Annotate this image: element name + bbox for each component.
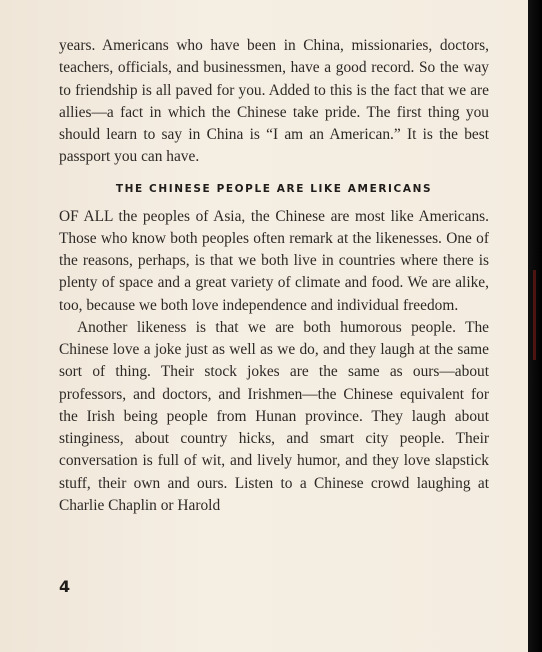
page-body <box>59 35 489 517</box>
paragraph-1: years. Americans who have been in China, missionaries, doctors, teachers, officials, and businessmen, have a good record. So the way to friendship is all paved for you. Added to this is the fact that we are allies—a fact in which the Chinese take pride. The first thing you should learn to say in China is “I am an American.” It is the best passport you can have. <box>59 37 489 166</box>
section-heading: THE CHINESE PEOPLE ARE LIKE AMERICANS <box>115 182 433 195</box>
page-edge-mark <box>533 270 536 360</box>
page-number: 4 <box>59 577 71 596</box>
paragraph-2: OF ALL the peoples of Asia, the Chinese are most like Americans. Those who know both peoples often remark at the likenesses. One of the reasons, perhaps, is that we both live in countries where there is plenty of space and a great variety of climate and food. We are alike, too, because we both love independence and individual freedom. <box>59 207 489 314</box>
paragraph-3: Another likeness is that we are both humorous people. The Chinese love a joke just as well as we do, and they laugh at the same sort of thing. Their stock jokes are the same as ours—about professors, and doctors, and Irishmen—the Chinese equivalent for the Irish being people from Hunan province. They laugh about stinginess, about country hicks, and smart city people. Their conversation is full of wit, and lively humor, and they love slapstick stuff, their own and ours. Listen to a Chinese crowd laughing at Charlie Chaplin or Harold <box>59 318 489 514</box>
